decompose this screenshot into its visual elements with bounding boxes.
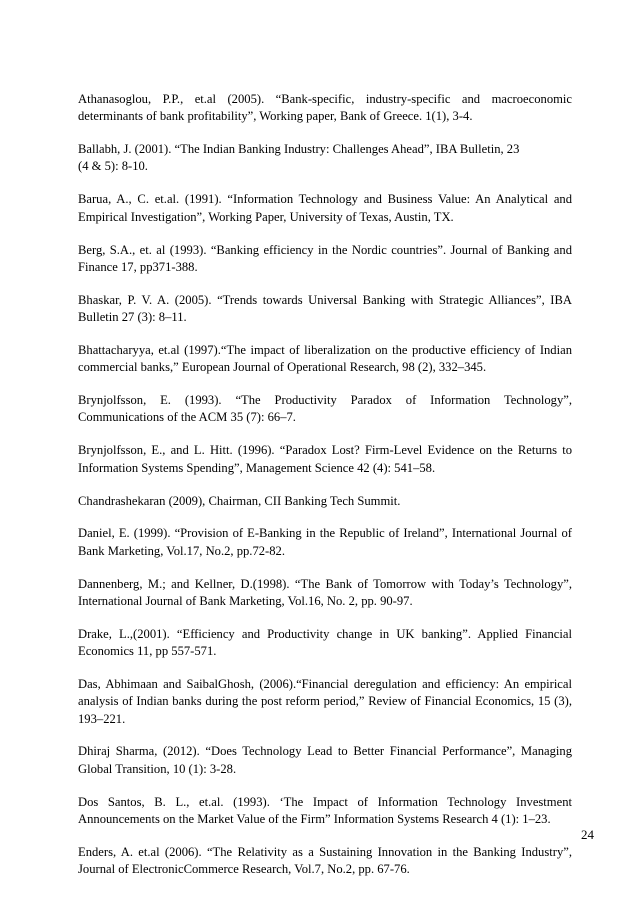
reference-entry	[78, 242, 572, 277]
reference-text: Enders, A. et.al (2006). “The Relativity as a Sustaining Innovation in the Banking Industry”, Journal of ElectronicCommerce Research, Vol.7, No.2, pp. 67-76.	[78, 844, 572, 877]
reference-text: Bhaskar, P. V. A. (2005). “Trends towards Universal Banking with Strategic Alliances”, IBA Bulletin 27 (3): 8–11.	[78, 292, 572, 325]
reference-text: Dannenberg, M.; and Kellner, D.(1998). “The Bank of Tomorrow with Today’s Technology”, International Journal of Bank Marketing, Vol.16, No. 2, pp. 90-97.	[78, 576, 572, 608]
reference-text: Berg, S.A., et. al (1993). “Banking efficiency in the Nordic countries”. Journal of Banking and Finance 17, pp371-388.	[78, 242, 572, 274]
reference-entry	[78, 676, 572, 728]
reference-entry	[78, 442, 572, 477]
reference-text: Brynjolfsson, E. (1993). “The Productivity Paradox of Information Technology”, Communications of the ACM 35 (7): 66–7.	[78, 393, 572, 425]
reference-text: Ballabh, J. (2001). “The Indian Banking Industry: Challenges Ahead”, IBA Bulletin, 23	[78, 142, 520, 157]
reference-text: Das, Abhimaan and SaibalGhosh, (2006).“Financial deregulation and efficiency: An empirical analysis of Indian banks during the post reform period,” Review of Financial Economics, 15 (3), 193–221.	[78, 676, 572, 726]
reference-text: Drake, L.,(2001). “Efficiency and Productivity change in UK banking”. Applied Financial Economics 11, pp 557-571.	[78, 626, 572, 659]
reference-entry	[78, 292, 572, 327]
reference-entry	[78, 743, 572, 778]
reference-entry	[78, 392, 572, 427]
reference-text: Chandrashekaran (2009), Chairman, CII Banking Tech Summit.	[78, 493, 401, 508]
reference-text: Athanasoglou, P.P., et.al (2005). “Bank-specific, industry-specific and macroeconomic determinants of bank profitability”, Working paper, Bank of Greece. 1(1), 3-4.	[78, 92, 572, 124]
reference-text: Bhattacharyya, et.al (1997).“The impact of liberalization on the productive efficiency of Indian commercial banks,” European Journal of Operational Research, 98 (2), 332–345.	[78, 342, 572, 375]
reference-entry	[78, 576, 572, 611]
reference-entry	[78, 342, 572, 377]
reference-entry	[78, 626, 572, 661]
reference-text: Brynjolfsson, E., and L. Hitt. (1996). “Paradox Lost? Firm-Level Evidence on the Returns to Information Systems Spending”, Management Science 42 (4): 541–58.	[78, 443, 572, 475]
reference-text: Daniel, E. (1999). “Provision of E-Banking in the Republic of Ireland”, International Journal of Bank Marketing, Vol.17, No.2, pp.72-82.	[78, 526, 572, 558]
reference-text: Dhiraj Sharma, (2012). “Does Technology Lead to Better Financial Performance”, Managing Global Transition, 10 (1): 3-28.	[78, 744, 572, 776]
reference-entry	[78, 844, 572, 879]
reference-text: Barua, A., C. et.al. (1991). “Information Technology and Business Value: An Analytical and Empirical Investigation”, Working Paper, University of Texas, Austin, TX.	[78, 192, 572, 224]
reference-text: Dos Santos, B. L., et.al. (1993). ‘The Impact of Information Technology Investment Announcements on the Market Value of the Firm” Information Systems Research 4 (1): 1–23.	[78, 794, 572, 826]
reference-entry	[78, 191, 572, 226]
page-number: 24	[581, 827, 594, 842]
reference-text: (4 & 5): 8-10.	[78, 159, 148, 174]
reference-entry	[78, 493, 572, 510]
reference-entry	[78, 525, 572, 560]
reference-entry	[78, 141, 572, 176]
reference-entry	[78, 91, 572, 126]
reference-entry	[78, 794, 572, 829]
reference-list	[78, 91, 572, 894]
